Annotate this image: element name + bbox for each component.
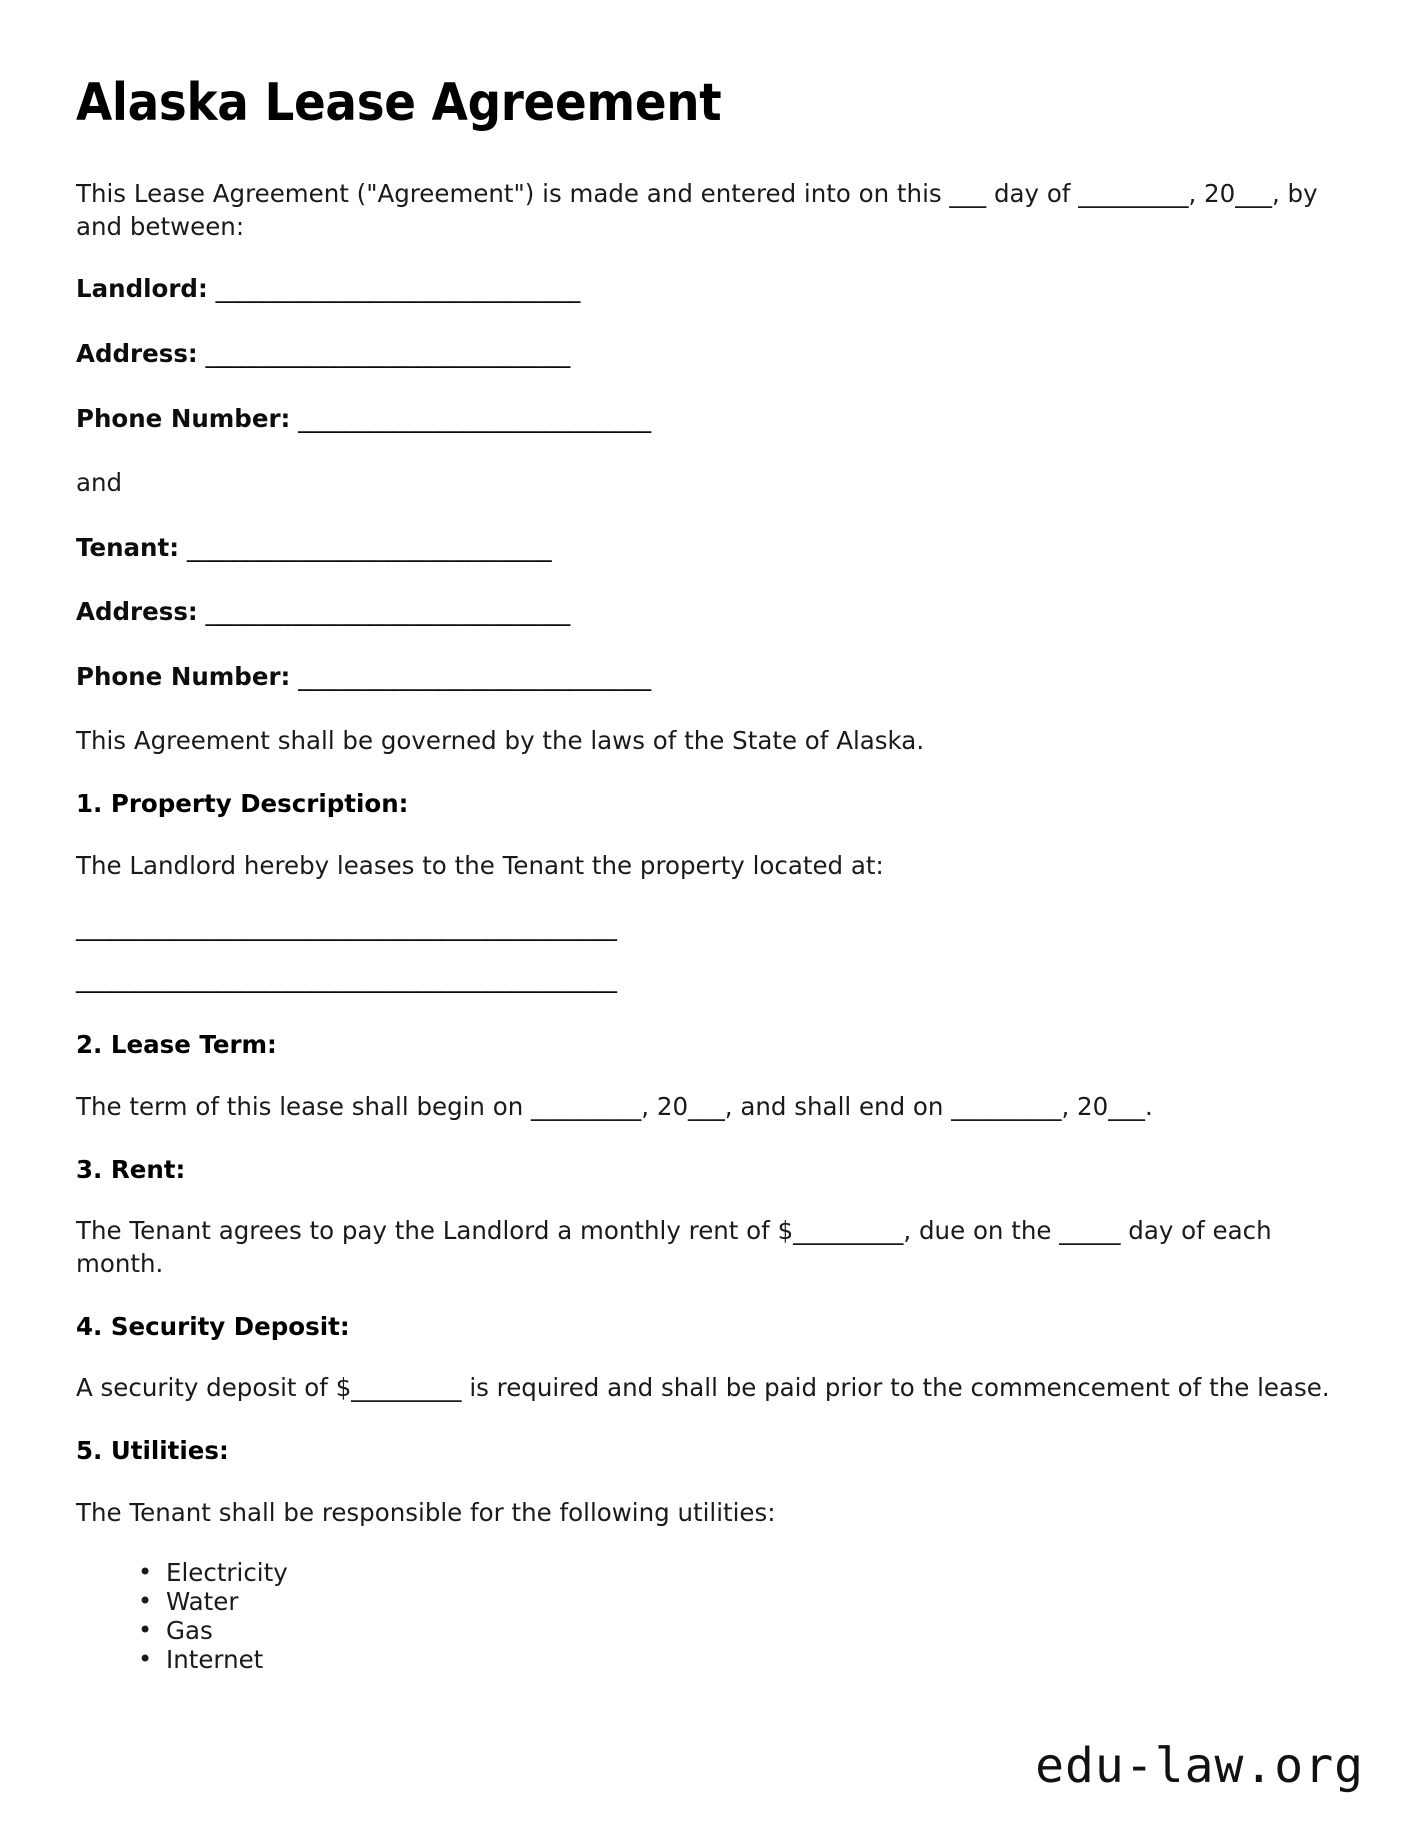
tenant-name-blank[interactable]: _______________________________ — [186, 532, 552, 562]
section-heading-rent: 3. Rent: — [76, 1154, 186, 1184]
landlord-phone-field — [76, 403, 1340, 436]
section-heading-utilities: 5. Utilities: — [76, 1436, 229, 1466]
tenant-address-blank[interactable]: _______________________________ — [205, 597, 570, 627]
property-blank-line-1[interactable]: ______________________________________________ — [76, 912, 617, 942]
landlord-address-field — [76, 338, 1340, 371]
tenant-address-field — [76, 596, 1340, 629]
tenant-name-label: Tenant: — [76, 532, 180, 562]
tenant-phone-field — [76, 661, 1340, 694]
governing-law-paragraph: This Agreement shall be governed by the laws of the State of Alaska. — [76, 726, 925, 756]
page-title: Alaska Lease Agreement — [76, 73, 722, 133]
landlord-address-blank[interactable]: _______________________________ — [205, 338, 570, 368]
site-watermark: edu-law.org — [1035, 1738, 1364, 1794]
utilities-body: The Tenant shall be responsible for the following utilities: — [76, 1497, 776, 1527]
section-heading-security-deposit: 4. Security Deposit: — [76, 1311, 350, 1341]
landlord-phone-label: Phone Number: — [76, 403, 291, 433]
utilities-list — [76, 1559, 1340, 1675]
parties-conjunction: and — [76, 468, 123, 498]
property-description-body: The Landlord hereby leases to the Tenant the property located at: — [76, 850, 884, 880]
tenant-phone-label: Phone Number: — [76, 661, 291, 691]
landlord-name-label: Landlord: — [76, 274, 208, 304]
lease-term-body: The term of this lease shall begin on _________, 20___, and shall end on _________, 20___. — [76, 1092, 1153, 1122]
list-item: • Water — [138, 1588, 1340, 1617]
list-item: • Electricity — [138, 1559, 1340, 1588]
list-item: • Internet — [138, 1646, 1340, 1675]
tenant-name-field — [76, 532, 1340, 565]
landlord-phone-blank[interactable]: ______________________________ — [298, 403, 651, 433]
list-item: • Gas — [138, 1617, 1340, 1646]
tenant-address-label: Address: — [76, 597, 198, 627]
tenant-phone-blank[interactable]: ______________________________ — [298, 661, 651, 691]
landlord-name-blank[interactable]: _______________________________ — [215, 274, 580, 304]
section-heading-property-description: 1. Property Description: — [76, 789, 409, 819]
intro-paragraph: This Lease Agreement ("Agreement") is made and entered into on this ___ day of _________, 20___, by and between: — [76, 179, 1318, 241]
property-blank-line-2[interactable]: ______________________________________________ — [76, 963, 617, 993]
landlord-address-label: Address: — [76, 338, 198, 368]
landlord-name-field — [76, 273, 1340, 306]
security-deposit-body: A security deposit of $_________ is required and shall be paid prior to the commencement of the lease. — [76, 1373, 1330, 1403]
section-heading-lease-term: 2. Lease Term: — [76, 1030, 277, 1060]
rent-body: The Tenant agrees to pay the Landlord a monthly rent of $_________, due on the _____ day of each month. — [76, 1216, 1272, 1279]
